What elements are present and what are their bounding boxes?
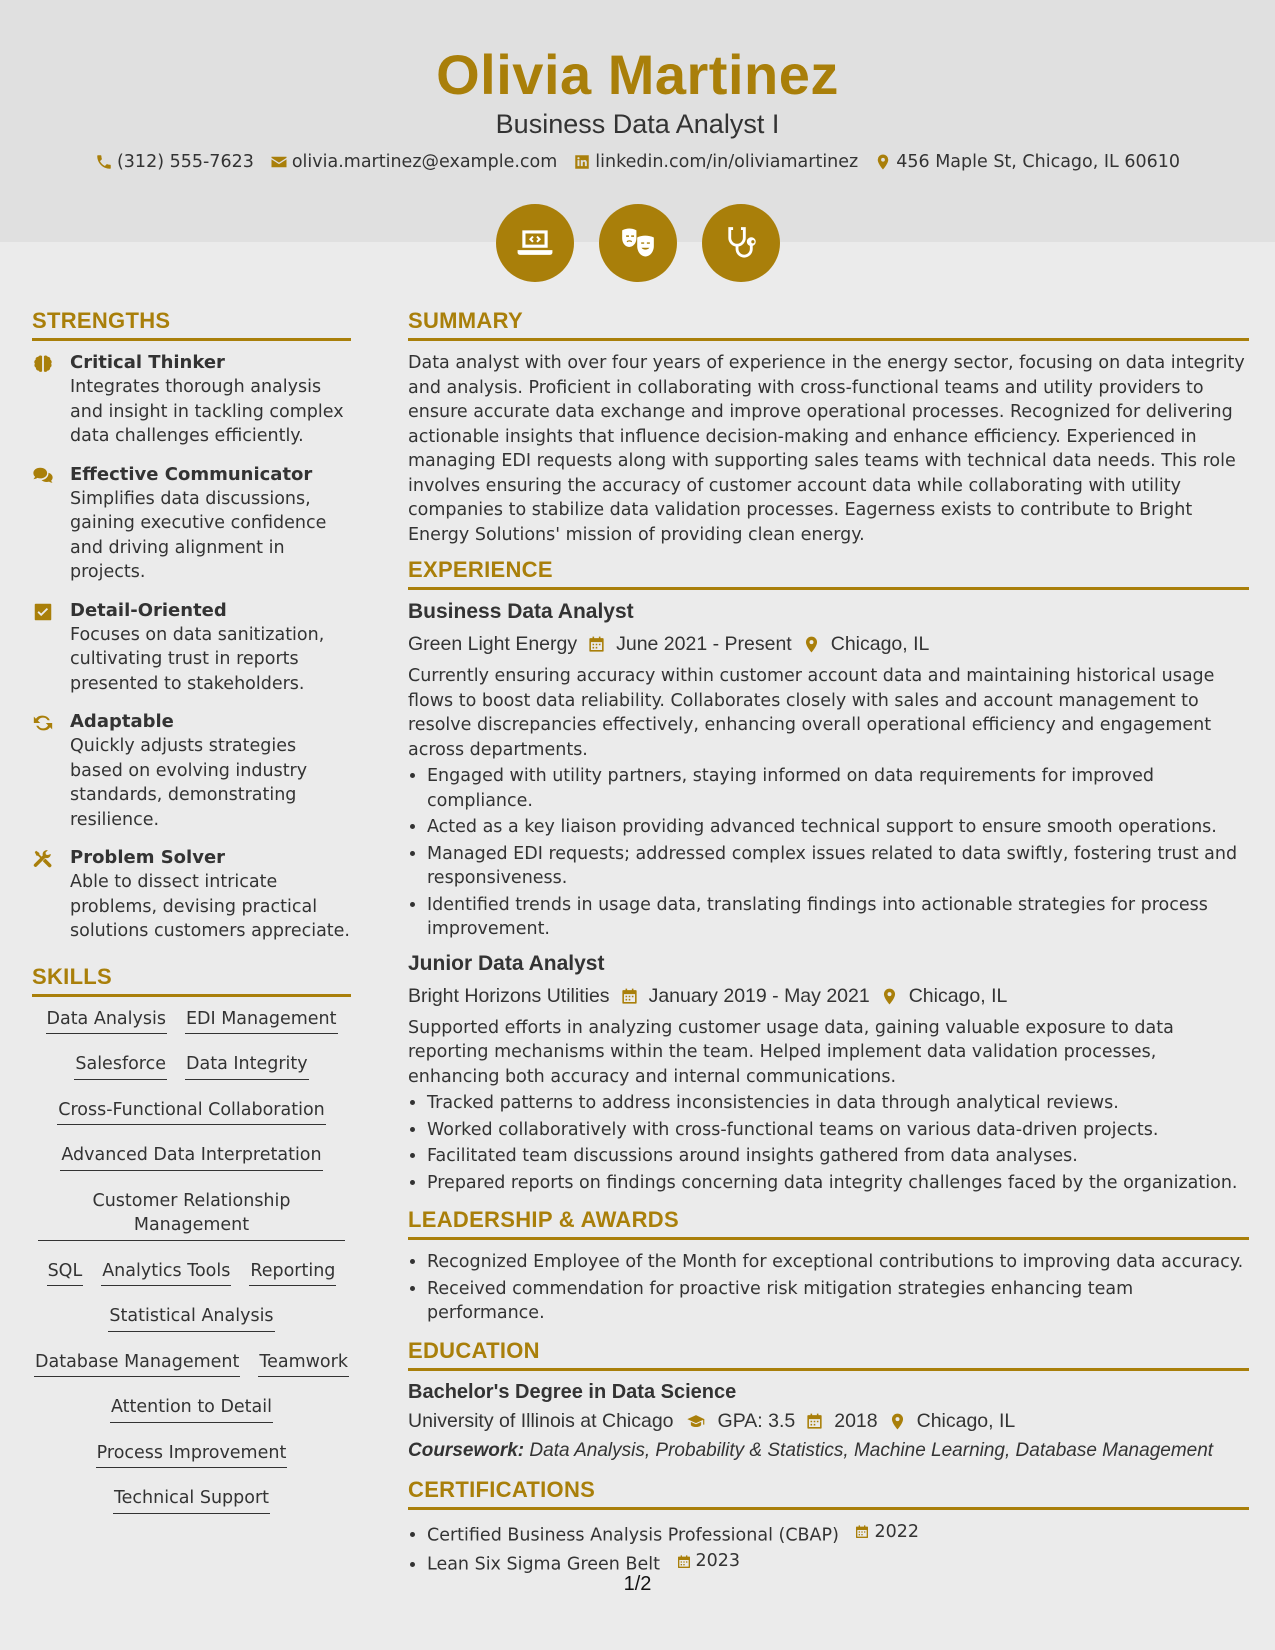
candidate-name: Olivia Martinez: [436, 43, 839, 106]
job-bullet: • Engaged with utility partners, staying informed on data requirements for improved compliance.: [427, 764, 1249, 813]
contact-address: [874, 152, 1180, 172]
job-meta: [408, 633, 1249, 656]
education-meta: [408, 1410, 1249, 1433]
comments-icon: [32, 465, 54, 487]
linkedin-text: linkedin.com/in/oliviamartinez: [595, 152, 859, 172]
skill-tag: Reporting: [249, 1259, 336, 1287]
job-bullet: • Worked collaboratively with cross-functional teams on various data-driven projects.: [427, 1118, 1249, 1143]
theater-masks-icon: [619, 224, 657, 262]
skill-tag: Data Integrity: [185, 1052, 309, 1080]
skill-tag: Technical Support: [113, 1486, 270, 1514]
map-marker-icon: [880, 987, 899, 1006]
laptop-code-icon: [516, 224, 554, 262]
certification-name: Certified Business Analysis Professional (CBAP): [427, 1524, 839, 1545]
certification-year: 2023: [695, 1551, 741, 1572]
skill-tag: Cross-Functional Collaboration: [57, 1098, 326, 1126]
skill-tag: Process Improvement: [96, 1441, 288, 1469]
contact-phone[interactable]: [95, 152, 254, 172]
coursework-text: Data Analysis, Probability & Statistics, Machine Learning, Database Management: [529, 1439, 1214, 1461]
job-position: Business Data Analyst: [408, 600, 634, 623]
contact-row: [0, 152, 1275, 172]
strength-desc: Integrates thorough analysis and insight in tackling complex data challenges efficiently.: [70, 377, 344, 446]
left-column: [32, 308, 351, 1532]
job-dates: June 2021 - Present: [616, 633, 792, 655]
strength-item: [32, 599, 351, 697]
strength-item: [32, 463, 351, 585]
map-marker-icon: [874, 153, 892, 171]
strength-title: Critical Thinker: [70, 352, 225, 373]
summary-heading: SUMMARY: [408, 308, 1249, 341]
award-item: • Recognized Employee of the Month for exceptional contributions to improving data accuracy.: [427, 1250, 1249, 1275]
leadership-heading: LEADERSHIP & AWARDS: [408, 1207, 1249, 1240]
certification-name: Lean Six Sigma Green Belt: [427, 1554, 660, 1575]
sync-icon: [32, 712, 54, 734]
calendar-icon: [587, 635, 606, 654]
skill-tag: Data Analysis: [46, 1007, 167, 1035]
education-location: Chicago, IL: [916, 1409, 1016, 1432]
interest-circle: [702, 204, 780, 282]
job-meta: [408, 985, 1249, 1008]
strength-desc: Able to dissect intricate problems, devising practical solutions customers appreciate.: [70, 872, 350, 941]
skills-heading: SKILLS: [32, 964, 351, 997]
job-description: Supported efforts in analyzing customer usage data, gaining valuable exposure to data reporting mechanisms within the team. Helped implement data validation processes, enhancing both accuracy and internal communications.: [408, 1017, 1174, 1087]
job-bullet: • Managed EDI requests; addressed complex issues related to data swiftly, fostering trust and responsiveness.: [427, 842, 1249, 891]
page-number: 1/2: [623, 1573, 652, 1595]
job-location: Chicago, IL: [908, 984, 1008, 1007]
strength-title: Detail-Oriented: [70, 599, 227, 621]
job-bullets: [408, 764, 1249, 942]
interest-circle: [496, 204, 574, 282]
job-entry: [408, 600, 1249, 942]
skill-tag: Advanced Data Interpretation: [60, 1143, 322, 1171]
skill-tag: SQL: [47, 1259, 84, 1287]
education-heading: EDUCATION: [408, 1338, 1249, 1371]
job-position: Junior Data Analyst: [408, 951, 605, 975]
contact-email[interactable]: [270, 152, 557, 172]
award-item: • Received commendation for proactive risk mitigation strategies enhancing team performance.: [427, 1277, 1249, 1326]
calendar-icon: [676, 1554, 692, 1570]
strengths-heading: STRENGTHS: [32, 308, 351, 341]
job-entry: [408, 952, 1249, 1196]
coursework-label: Coursework:: [408, 1439, 525, 1461]
skill-tag: Salesforce: [74, 1052, 167, 1080]
experience-heading: EXPERIENCE: [408, 557, 1249, 590]
skills-list: [32, 1007, 351, 1514]
skill-tag: Statistical Analysis: [108, 1304, 274, 1332]
interest-circle: [599, 204, 677, 282]
linkedin-icon: [573, 153, 591, 171]
strength-desc: Focuses on data sanitization, cultivating trust in reports presented to stakeholders.: [70, 624, 325, 694]
strength-item: [32, 351, 351, 449]
address-text: 456 Maple St, Chicago, IL 60610: [896, 152, 1181, 172]
job-title: Business Data Analyst I: [495, 109, 780, 139]
map-marker-icon: [802, 635, 821, 654]
job-company: Green Light Energy: [408, 633, 578, 655]
degree: Bachelor's Degree in Data Science: [408, 1380, 737, 1403]
right-column: [408, 308, 1249, 1579]
job-location: Chicago, IL: [830, 633, 930, 655]
coursework: [408, 1439, 1249, 1463]
certification-year: 2022: [874, 1521, 920, 1542]
job-bullets: [408, 1091, 1249, 1195]
graduation-year: 2018: [834, 1409, 878, 1432]
school: University of Illinois at Chicago: [408, 1409, 674, 1432]
certifications-heading: CERTIFICATIONS: [408, 1477, 1249, 1510]
strength-desc: Simplifies data discussions, gaining executive confidence and driving alignment in projects.: [70, 488, 327, 582]
job-bullet: • Facilitated team discussions around insights gathered from data analyses.: [427, 1144, 1249, 1169]
skill-tag: Attention to Detail: [110, 1395, 273, 1423]
envelope-icon: [270, 153, 288, 171]
interest-icons: [0, 204, 1275, 282]
job-description: Currently ensuring accuracy within customer account data and maintaining historical usage flows to boost data reliability. Collaborates closely with sales and account management to resolve discrepancies effectively, enhancing overall operational efficiency and engagement across departments.: [408, 666, 1215, 760]
skill-tag: Database Management: [34, 1350, 240, 1378]
graduation-cap-icon: [684, 1412, 708, 1431]
strength-title: Problem Solver: [70, 847, 226, 868]
strength-item: [32, 710, 351, 832]
strength-title: Effective Communicator: [70, 463, 313, 485]
gpa: GPA: 3.5: [717, 1409, 796, 1432]
certification-item: [427, 1520, 1249, 1548]
job-company: Bright Horizons Utilities: [408, 984, 610, 1007]
skill-tag: Customer Relationship Management: [38, 1189, 345, 1241]
job-dates: January 2019 - May 2021: [648, 984, 870, 1007]
skill-tag: Analytics Tools: [101, 1259, 231, 1287]
skill-tag: EDI Management: [185, 1007, 338, 1035]
calendar-icon: [805, 1412, 824, 1431]
certifications-list: [408, 1520, 1249, 1578]
skill-tag: Teamwork: [258, 1350, 349, 1378]
job-bullet: • Prepared reports on findings concerning data integrity challenges faced by the organization.: [427, 1171, 1249, 1196]
calendar-icon: [620, 987, 639, 1006]
phone-icon: [95, 153, 113, 171]
summary-text: Data analyst with over four years of experience in the energy sector, focusing on data integrity and analysis. Proficient in collaborating with cross-functional teams and utility providers to ensure accurate data exchange and improve operational processes. Recognized for delivering actionable insights that influence decision-making and enhance efficiency. Experienced in managing EDI requests along with supporting sales teams with technical data needs. This role involves ensuring the accuracy of customer account data while collaborating with utility companies to stabilize data validation processes. Eagerness exists to contribute to Bright Energy Solutions' mission of providing clean energy.: [408, 353, 1245, 545]
check-square-icon: [32, 601, 54, 623]
leadership-list: [408, 1250, 1249, 1326]
phone-text: (312) 555-7623: [116, 152, 254, 172]
strength-desc: Quickly adjusts strategies based on evolving industry standards, demonstrating resilience.: [70, 736, 308, 830]
strength-item: [32, 846, 351, 944]
tools-icon: [32, 848, 54, 870]
job-bullet: • Identified trends in usage data, translating findings into actionable strategies for process improvement.: [427, 893, 1249, 942]
contact-linkedin[interactable]: [573, 152, 858, 172]
strength-title: Adaptable: [70, 711, 174, 732]
stethoscope-icon: [722, 224, 760, 262]
job-bullet: • Tracked patterns to address inconsistencies in data through analytical reviews.: [427, 1091, 1249, 1116]
job-bullet: • Acted as a key liaison providing advanced technical support to ensure smooth operations.: [427, 815, 1249, 840]
brain-icon: [32, 353, 54, 375]
map-marker-icon: [888, 1412, 907, 1431]
email-text: olivia.martinez@example.com: [291, 152, 558, 172]
calendar-icon: [854, 1524, 870, 1540]
